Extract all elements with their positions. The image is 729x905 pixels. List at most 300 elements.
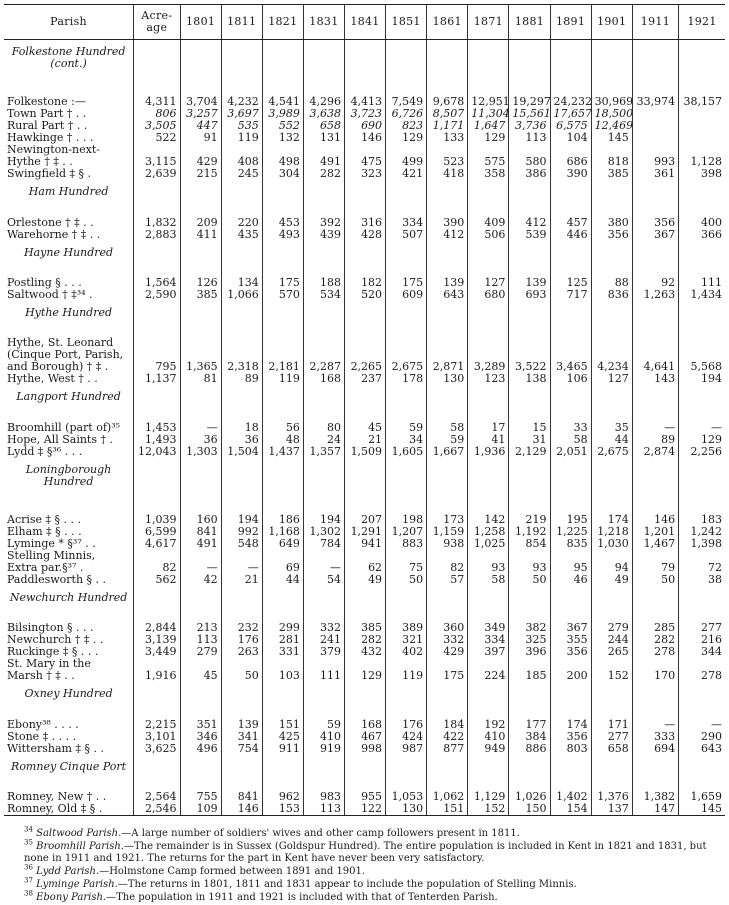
empty-cell bbox=[591, 385, 632, 421]
acreage-cell: 2,590 bbox=[134, 289, 180, 301]
empty-cell bbox=[591, 180, 632, 216]
value-cell: 54 bbox=[303, 574, 344, 586]
parish-name: Swingfield ‡ § . bbox=[7, 168, 91, 181]
value-cell: 425 bbox=[262, 731, 303, 743]
value-cell: 818 bbox=[591, 156, 632, 168]
table-row bbox=[4, 743, 725, 755]
section-title: Ham Hundred bbox=[28, 185, 109, 199]
value-cell: 188 bbox=[303, 277, 344, 289]
value-cell: 1,659 bbox=[679, 791, 725, 803]
census-table bbox=[4, 5, 725, 815]
section-heading-row bbox=[4, 180, 725, 216]
value-cell bbox=[679, 337, 725, 349]
value-cell: 643 bbox=[427, 289, 468, 301]
value-cell: 31 bbox=[509, 434, 550, 446]
header-year-1911: 1911 bbox=[632, 5, 678, 40]
value-cell: 356 bbox=[550, 731, 591, 743]
section-heading-row bbox=[4, 40, 725, 97]
footnote-text: —The population in 1911 and 1921 is included with that of Tenterden Parish. bbox=[106, 892, 498, 903]
value-cell: 467 bbox=[344, 731, 385, 743]
value-cell: 987 bbox=[386, 743, 427, 755]
value-cell: 498 bbox=[262, 156, 303, 168]
table-row bbox=[4, 132, 725, 144]
empty-cell bbox=[632, 458, 678, 514]
value-cell: 349 bbox=[468, 622, 509, 634]
value-cell: 146 bbox=[632, 514, 678, 526]
value-cell: 142 bbox=[468, 514, 509, 526]
value-cell: — bbox=[180, 562, 221, 574]
value-cell: 113 bbox=[303, 803, 344, 815]
empty-cell bbox=[386, 682, 427, 718]
table-row bbox=[4, 217, 725, 229]
value-cell: 138 bbox=[509, 373, 550, 385]
value-cell: 539 bbox=[509, 229, 550, 241]
value-cell: 3,697 bbox=[221, 108, 262, 120]
value-cell: 279 bbox=[180, 646, 221, 658]
value-cell: 215 bbox=[180, 168, 221, 180]
value-cell: 784 bbox=[303, 538, 344, 550]
empty-cell bbox=[591, 301, 632, 337]
value-cell: 643 bbox=[679, 743, 725, 755]
empty-cell bbox=[679, 755, 725, 791]
table-row bbox=[4, 373, 725, 385]
empty-cell bbox=[679, 385, 725, 421]
value-cell: 411 bbox=[180, 229, 221, 241]
header-year-1891: 1891 bbox=[550, 5, 591, 40]
value-cell: 113 bbox=[180, 634, 221, 646]
value-cell: 15,561 bbox=[509, 108, 550, 120]
parish-name: Romney, New † . . bbox=[7, 791, 107, 803]
parish-name: Hawkinge † . . . bbox=[7, 132, 94, 145]
empty-cell bbox=[386, 385, 427, 421]
parish-name: Stelling Minnis, bbox=[7, 549, 96, 562]
value-cell bbox=[262, 337, 303, 349]
table-row bbox=[4, 422, 725, 434]
empty-cell bbox=[221, 586, 262, 622]
value-cell: 265 bbox=[591, 646, 632, 658]
parish-name: and Borough) † ‡ . bbox=[7, 361, 109, 374]
empty-cell bbox=[386, 755, 427, 791]
value-cell: 48 bbox=[262, 434, 303, 446]
empty-cell bbox=[344, 40, 385, 97]
section-title: Hythe Hundred bbox=[25, 306, 113, 320]
value-cell: 216 bbox=[679, 634, 725, 646]
parish-name: Stone ‡ . . . . bbox=[7, 730, 77, 743]
empty-cell bbox=[679, 458, 725, 514]
value-cell: 886 bbox=[509, 743, 550, 755]
value-cell: 2,051 bbox=[550, 446, 591, 458]
parish-name: St. Mary in the bbox=[7, 658, 91, 671]
value-cell: — bbox=[180, 422, 221, 434]
header-year-1921: 1921 bbox=[679, 5, 725, 40]
value-cell: 435 bbox=[221, 229, 262, 241]
value-cell: 1,066 bbox=[221, 289, 262, 301]
parish-name: Lyminge * §³⁷ . . bbox=[7, 537, 96, 550]
value-cell: 575 bbox=[468, 156, 509, 168]
empty-cell bbox=[632, 40, 678, 97]
value-cell: 8,507 bbox=[427, 108, 468, 120]
value-cell: 658 bbox=[591, 743, 632, 755]
value-cell: 123 bbox=[468, 373, 509, 385]
footnote-title: Lydd Parish. bbox=[36, 866, 100, 877]
value-cell: 3,289 bbox=[468, 361, 509, 373]
value-cell: 3,989 bbox=[262, 108, 303, 120]
empty-cell bbox=[679, 682, 725, 718]
section-heading-row bbox=[4, 458, 725, 514]
acreage-cell: 3,115 bbox=[134, 156, 180, 168]
value-cell: 3,257 bbox=[180, 108, 221, 120]
table-row bbox=[4, 574, 725, 586]
value-cell: 332 bbox=[303, 622, 344, 634]
parish-name: Broomhill (part of)³⁵ bbox=[7, 421, 121, 434]
value-cell: 183 bbox=[679, 514, 725, 526]
empty-cell bbox=[303, 241, 344, 277]
empty-cell bbox=[427, 241, 468, 277]
empty-cell bbox=[509, 180, 550, 216]
empty-cell bbox=[303, 40, 344, 97]
value-cell: 36 bbox=[221, 434, 262, 446]
acreage-cell: 2,564 bbox=[134, 791, 180, 803]
empty-cell bbox=[427, 180, 468, 216]
value-cell: 89 bbox=[632, 434, 678, 446]
value-cell: 836 bbox=[591, 289, 632, 301]
value-cell: 279 bbox=[591, 622, 632, 634]
value-cell: 993 bbox=[632, 156, 678, 168]
value-cell: 145 bbox=[591, 132, 632, 144]
empty-cell bbox=[180, 180, 221, 216]
value-cell: 755 bbox=[180, 791, 221, 803]
parish-name: Hythe, West † . . bbox=[7, 373, 98, 386]
value-cell: 841 bbox=[221, 791, 262, 803]
section-heading-row bbox=[4, 755, 725, 791]
value-cell: 380 bbox=[591, 217, 632, 229]
section-heading-row bbox=[4, 586, 725, 622]
value-cell: 552 bbox=[262, 120, 303, 132]
value-cell: 717 bbox=[550, 289, 591, 301]
value-cell: 207 bbox=[344, 514, 385, 526]
value-cell: 137 bbox=[591, 803, 632, 815]
value-cell: 397 bbox=[468, 646, 509, 658]
value-cell: 285 bbox=[632, 622, 678, 634]
acreage-cell: 562 bbox=[134, 574, 180, 586]
value-cell: 95 bbox=[550, 562, 591, 574]
section-title: Hayne Hundred bbox=[24, 245, 114, 259]
empty-cell bbox=[468, 385, 509, 421]
value-cell: 219 bbox=[509, 514, 550, 526]
value-cell: 19,297 bbox=[509, 96, 550, 108]
value-cell: 680 bbox=[468, 289, 509, 301]
empty-cell bbox=[180, 385, 221, 421]
value-cell: 93 bbox=[468, 562, 509, 574]
value-cell: 429 bbox=[180, 156, 221, 168]
empty-cell bbox=[303, 586, 344, 622]
value-cell: 408 bbox=[221, 156, 262, 168]
value-cell: 49 bbox=[344, 574, 385, 586]
acreage-cell: 3,101 bbox=[134, 731, 180, 743]
empty-cell bbox=[468, 682, 509, 718]
value-cell: 178 bbox=[386, 373, 427, 385]
value-cell: 955 bbox=[344, 791, 385, 803]
empty-cell bbox=[591, 458, 632, 514]
value-cell: 104 bbox=[550, 132, 591, 144]
value-cell bbox=[221, 337, 262, 349]
value-cell: 402 bbox=[386, 646, 427, 658]
value-cell: 42 bbox=[180, 574, 221, 586]
value-cell: 386 bbox=[509, 168, 550, 180]
empty-cell bbox=[386, 180, 427, 216]
value-cell: 351 bbox=[180, 719, 221, 731]
value-cell bbox=[591, 337, 632, 349]
value-cell: 911 bbox=[262, 743, 303, 755]
acreage-cell: 1,564 bbox=[134, 277, 180, 289]
value-cell: 334 bbox=[468, 634, 509, 646]
value-cell: 1,291 bbox=[344, 526, 385, 538]
header-year-1841: 1841 bbox=[344, 5, 385, 40]
value-cell: 693 bbox=[509, 289, 550, 301]
section-title: Langport Hundred bbox=[16, 390, 121, 404]
parish-name: Acrise ‡ § . . . bbox=[7, 513, 82, 526]
acreage-cell: 1,493 bbox=[134, 434, 180, 446]
value-cell: 823 bbox=[386, 120, 427, 132]
footnote-number: 36 bbox=[24, 863, 33, 872]
value-cell: 2,874 bbox=[632, 446, 678, 458]
value-cell: 170 bbox=[632, 670, 678, 682]
empty-cell bbox=[344, 180, 385, 216]
value-cell: — bbox=[632, 422, 678, 434]
value-cell: 803 bbox=[550, 743, 591, 755]
footnote-title: Saltwood Parish. bbox=[36, 828, 122, 839]
empty-cell bbox=[427, 755, 468, 791]
value-cell: 49 bbox=[591, 574, 632, 586]
empty-cell bbox=[427, 586, 468, 622]
value-cell: 56 bbox=[262, 422, 303, 434]
value-cell: 3,638 bbox=[303, 108, 344, 120]
table-row bbox=[4, 803, 725, 815]
value-cell: 346 bbox=[180, 731, 221, 743]
empty-cell bbox=[303, 755, 344, 791]
value-cell: 224 bbox=[468, 670, 509, 682]
value-cell: 355 bbox=[550, 634, 591, 646]
empty-cell bbox=[679, 301, 725, 337]
empty-cell bbox=[591, 755, 632, 791]
acreage-cell: 6,599 bbox=[134, 526, 180, 538]
value-cell: 367 bbox=[550, 622, 591, 634]
empty-cell bbox=[550, 586, 591, 622]
empty-cell bbox=[180, 682, 221, 718]
value-cell: 4,296 bbox=[303, 96, 344, 108]
value-cell: 139 bbox=[509, 277, 550, 289]
value-cell: — bbox=[679, 719, 725, 731]
empty-cell bbox=[468, 40, 509, 97]
value-cell bbox=[180, 337, 221, 349]
value-cell: 356 bbox=[591, 229, 632, 241]
value-cell: 1,302 bbox=[303, 526, 344, 538]
parish-name: Hythe, St. Leonard bbox=[7, 337, 114, 350]
value-cell: 9,678 bbox=[427, 96, 468, 108]
value-cell: 89 bbox=[221, 373, 262, 385]
value-cell: 129 bbox=[468, 132, 509, 144]
value-cell: 2,675 bbox=[386, 361, 427, 373]
header-acreage: Acre-age bbox=[134, 5, 180, 40]
value-cell: 186 bbox=[262, 514, 303, 526]
value-cell: 356 bbox=[632, 217, 678, 229]
table-row bbox=[4, 731, 725, 743]
value-cell: 410 bbox=[303, 731, 344, 743]
empty-cell bbox=[262, 301, 303, 337]
value-cell: 409 bbox=[468, 217, 509, 229]
value-cell: 854 bbox=[509, 538, 550, 550]
empty-cell bbox=[221, 682, 262, 718]
value-cell: 535 bbox=[221, 120, 262, 132]
value-cell: 385 bbox=[591, 168, 632, 180]
value-cell: 2,256 bbox=[679, 446, 725, 458]
value-cell: 1,382 bbox=[632, 791, 678, 803]
value-cell: 390 bbox=[550, 168, 591, 180]
value-cell: 59 bbox=[303, 719, 344, 731]
table-row bbox=[4, 446, 725, 458]
table-row bbox=[4, 670, 725, 682]
empty-cell bbox=[509, 682, 550, 718]
value-cell: 3,465 bbox=[550, 361, 591, 373]
value-cell: 126 bbox=[180, 277, 221, 289]
value-cell: 2,287 bbox=[303, 361, 344, 373]
empty-cell bbox=[262, 40, 303, 97]
value-cell: 160 bbox=[180, 514, 221, 526]
empty-cell bbox=[262, 586, 303, 622]
section-title: Oxney Hundred bbox=[24, 687, 113, 701]
empty-cell bbox=[550, 385, 591, 421]
acreage-cell: 3,449 bbox=[134, 646, 180, 658]
empty-cell bbox=[550, 458, 591, 514]
value-cell: 658 bbox=[303, 120, 344, 132]
value-cell: 35 bbox=[591, 422, 632, 434]
value-cell: 75 bbox=[386, 562, 427, 574]
empty-cell bbox=[679, 586, 725, 622]
value-cell: 50 bbox=[509, 574, 550, 586]
value-cell: 91 bbox=[180, 132, 221, 144]
parish-name: Rural Part † . . bbox=[7, 120, 88, 133]
value-cell: 44 bbox=[591, 434, 632, 446]
empty-cell bbox=[386, 458, 427, 514]
value-cell: 491 bbox=[180, 538, 221, 550]
empty-cell bbox=[468, 755, 509, 791]
value-cell: 175 bbox=[262, 277, 303, 289]
value-cell: 609 bbox=[386, 289, 427, 301]
empty-cell bbox=[509, 755, 550, 791]
value-cell: 4,541 bbox=[262, 96, 303, 108]
value-cell: 321 bbox=[386, 634, 427, 646]
value-cell: 1,402 bbox=[550, 791, 591, 803]
value-cell: 109 bbox=[180, 803, 221, 815]
value-cell: 111 bbox=[303, 670, 344, 682]
value-cell: 81 bbox=[180, 373, 221, 385]
value-cell: 2,265 bbox=[344, 361, 385, 373]
parish-name: Newington-next- bbox=[7, 144, 100, 157]
value-cell: 182 bbox=[344, 277, 385, 289]
value-cell: 119 bbox=[221, 132, 262, 144]
empty-cell bbox=[303, 458, 344, 514]
value-cell: 428 bbox=[344, 229, 385, 241]
empty-cell bbox=[632, 301, 678, 337]
empty-cell bbox=[180, 301, 221, 337]
header-year-1861: 1861 bbox=[427, 5, 468, 40]
empty-cell bbox=[134, 458, 180, 514]
empty-cell bbox=[468, 301, 509, 337]
value-cell: 841 bbox=[180, 526, 221, 538]
value-cell: 146 bbox=[221, 803, 262, 815]
empty-cell bbox=[134, 40, 180, 97]
value-cell: 1,509 bbox=[344, 446, 385, 458]
value-cell: 475 bbox=[344, 156, 385, 168]
value-cell: 143 bbox=[632, 373, 678, 385]
value-cell: 1,129 bbox=[468, 791, 509, 803]
parish-name: Town Part † . . bbox=[7, 108, 87, 121]
value-cell: 1,258 bbox=[468, 526, 509, 538]
value-cell: 694 bbox=[632, 743, 678, 755]
header-year-1881: 1881 bbox=[509, 5, 550, 40]
value-cell: 1,605 bbox=[386, 446, 427, 458]
value-cell: 58 bbox=[468, 574, 509, 586]
value-cell: 424 bbox=[386, 731, 427, 743]
value-cell: 447 bbox=[180, 120, 221, 132]
value-cell: 998 bbox=[344, 743, 385, 755]
value-cell: 174 bbox=[550, 719, 591, 731]
value-cell: 282 bbox=[303, 168, 344, 180]
value-cell: 1,437 bbox=[262, 446, 303, 458]
value-cell: 938 bbox=[427, 538, 468, 550]
footnote-number: 37 bbox=[24, 876, 33, 885]
value-cell: 168 bbox=[303, 373, 344, 385]
table-row bbox=[4, 289, 725, 301]
empty-cell bbox=[344, 385, 385, 421]
value-cell: 1,030 bbox=[591, 538, 632, 550]
value-cell: 690 bbox=[344, 120, 385, 132]
section-heading-row bbox=[4, 682, 725, 718]
parish-name: Romney, Old ‡ § . bbox=[7, 803, 103, 815]
acreage-cell: 3,505 bbox=[134, 120, 180, 132]
value-cell: — bbox=[221, 562, 262, 574]
value-cell: 220 bbox=[221, 217, 262, 229]
value-cell: 356 bbox=[550, 646, 591, 658]
empty-cell bbox=[180, 40, 221, 97]
value-cell: 344 bbox=[679, 646, 725, 658]
value-cell bbox=[468, 337, 509, 349]
footnote-text: —The returns in 1801, 1811 and 1831 appear to include the population of Stelling Minnis. bbox=[117, 879, 577, 890]
empty-cell bbox=[550, 301, 591, 337]
value-cell: 17 bbox=[468, 422, 509, 434]
empty-cell bbox=[679, 241, 725, 277]
header-year-1831: 1831 bbox=[303, 5, 344, 40]
empty-cell bbox=[632, 586, 678, 622]
empty-cell bbox=[386, 586, 427, 622]
value-cell: 46 bbox=[550, 574, 591, 586]
footnote bbox=[24, 825, 714, 840]
value-cell: 119 bbox=[386, 670, 427, 682]
value-cell: 1,201 bbox=[632, 526, 678, 538]
value-cell: 72 bbox=[679, 562, 725, 574]
value-cell: — bbox=[303, 562, 344, 574]
value-cell: 534 bbox=[303, 289, 344, 301]
footnote-text: —Holmstone Camp formed between 1891 and 1901. bbox=[99, 866, 366, 877]
parish-name: Wittersham ‡ § . . bbox=[7, 742, 104, 755]
section-title: Loningborough Hundred bbox=[25, 462, 112, 488]
value-cell: 385 bbox=[344, 622, 385, 634]
acreage-cell: 1,137 bbox=[134, 373, 180, 385]
empty-cell bbox=[344, 755, 385, 791]
value-cell: 421 bbox=[386, 168, 427, 180]
value-cell: 384 bbox=[509, 731, 550, 743]
value-cell: 194 bbox=[303, 514, 344, 526]
